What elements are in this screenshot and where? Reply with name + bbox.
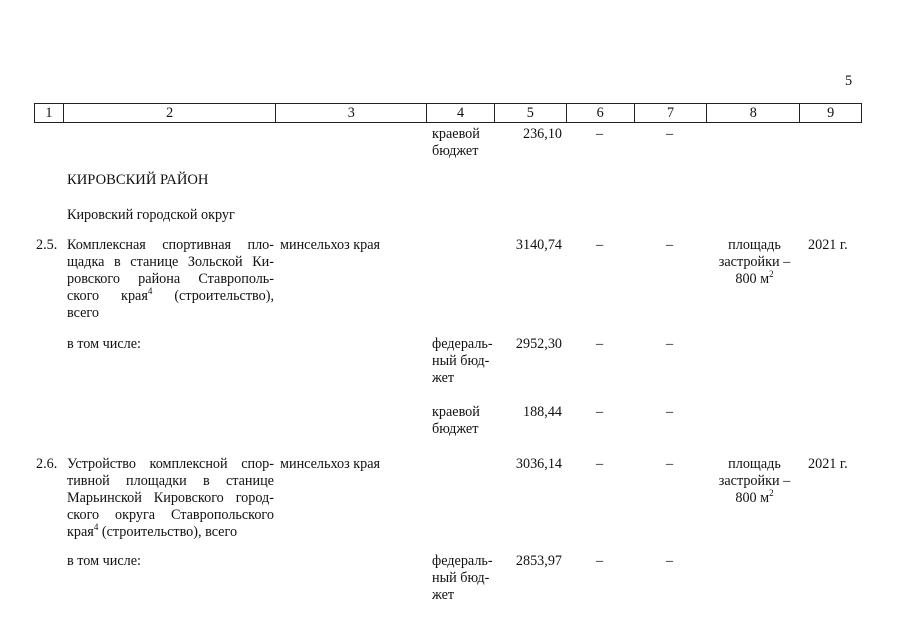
dash-cell: – (596, 404, 604, 420)
header-col-1: 1 (35, 104, 64, 122)
amount-cell: 188,44 (522, 404, 562, 420)
dash-cell: – (596, 456, 604, 472)
header-col-9: 9 (827, 105, 835, 121)
header-col-2: 2 (64, 104, 276, 122)
header-col-6: 6 (567, 104, 635, 122)
dash-cell: – (666, 456, 674, 472)
including-label: в том числе: (67, 336, 141, 352)
dash-cell: – (596, 237, 604, 253)
dash-cell: – (666, 237, 674, 253)
dash-cell: – (596, 336, 604, 352)
amount-cell: 3036,14 (515, 456, 562, 472)
okrug-heading: Кировский городской округ (67, 207, 235, 223)
ministry-cell: минсельхоз края (280, 237, 381, 253)
dash-cell: – (666, 404, 674, 420)
dash-cell: – (666, 126, 674, 142)
capacity-cell: площадь застройки – 800 $м^2$ (718, 237, 791, 287)
amount-cell: 2952,30 (515, 336, 562, 352)
table-header-row (34, 103, 862, 123)
budget-source: федераль- ный бюд- жет (432, 336, 493, 386)
budget-source: краевой бюджет (432, 126, 480, 159)
item-number: 2.6. (36, 456, 58, 472)
dash-cell: – (596, 126, 604, 142)
budget-source: федераль- ный бюд- жет (432, 553, 493, 603)
budget-source: краевой бюджет (432, 404, 480, 437)
dash-cell: – (666, 553, 674, 569)
header-col-5: 5 (495, 104, 567, 122)
dash-cell: – (596, 553, 604, 569)
page-number: 5 (845, 73, 853, 89)
year-cell: 2021 г. (808, 456, 848, 472)
header-col-7: 7 (635, 104, 708, 122)
header-col-4: 4 (427, 104, 495, 122)
item-description: Комплексная спортивная пло- щадка в станице Зольской Ки- ровского района Ставрополь- ского края$^4$ (строительство), всего (67, 237, 274, 321)
header-col-8: 8 (707, 104, 800, 122)
district-heading: КИРОВСКИЙ РАЙОН (67, 172, 209, 188)
amount-cell: 2853,97 (515, 553, 562, 569)
capacity-cell: площадь застройки – 800 $м^2$ (718, 456, 791, 506)
amount-cell: 3140,74 (515, 237, 562, 253)
item-number: 2.5. (36, 237, 58, 253)
including-label: в том числе: (67, 553, 141, 569)
ministry-cell: минсельхоз края (280, 456, 381, 472)
item-description: Устройство комплексной спор- тивной площадки в станице Марьинской Кировского город- ского округа Ставропольского края$^4$ (строительство), всего (67, 456, 274, 540)
header-col-3: 3 (276, 104, 427, 122)
year-cell: 2021 г. (808, 237, 848, 253)
amount-cell: 236,10 (522, 126, 562, 142)
dash-cell: – (666, 336, 674, 352)
